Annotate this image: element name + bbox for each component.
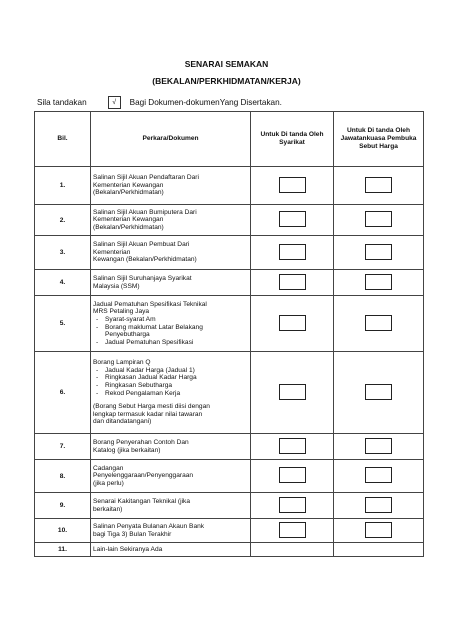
cell-company <box>251 236 334 270</box>
checkbox-committee[interactable] <box>365 315 392 331</box>
row-number: 7. <box>35 434 91 460</box>
header-committee: Untuk Di tanda Oleh Jawatankuasa Pembuka Sebut Harga <box>334 112 424 167</box>
cell-company <box>251 167 334 205</box>
document-line: Jadual Pematuhan Spesifikasi Teknikal <box>93 300 207 308</box>
table-row <box>35 543 424 557</box>
sub-list <box>93 316 248 346</box>
table-row <box>35 493 424 519</box>
checkbox-company[interactable] <box>279 177 306 193</box>
document-note-line: dan ditandatangani) <box>93 418 152 426</box>
cell-company <box>251 296 334 352</box>
row-number: 9. <box>35 493 91 519</box>
table-row <box>35 352 424 434</box>
document-line: Katalog (jika berkaitan) <box>93 446 161 454</box>
cell-committee <box>334 296 424 352</box>
row-number: 6. <box>35 352 91 434</box>
page-subtitle: (BEKALAN/PERKHIDMATAN/KERJA) <box>152 76 301 86</box>
cell-committee <box>334 493 424 519</box>
row-document <box>91 352 251 434</box>
document-line: Kementerian Kewangan <box>93 181 164 189</box>
checkbox-company[interactable] <box>279 497 306 513</box>
checkbox-company[interactable] <box>279 384 306 400</box>
document-line: Salinan Sijil Suruhanjaya Syarikat <box>93 274 192 282</box>
sub-list-item: - Jadual Pematuhan Spesifikasi <box>93 339 248 347</box>
document-line: (Bekalan/Perkhidmatan) <box>93 223 164 231</box>
checkbox-committee[interactable] <box>365 384 392 400</box>
document-line: Penyelenggaraan/Penyenggaraan <box>93 472 194 480</box>
cell-company <box>251 493 334 519</box>
table-row <box>35 434 424 460</box>
document-line: MRS Petaling Jaya <box>93 308 150 316</box>
checkbox-company[interactable] <box>279 211 306 227</box>
header-company: Untuk Di tanda Oleh Syarikat <box>251 112 334 167</box>
document-line: Salinan Penyata Bulanan Akaun Bank <box>93 522 205 530</box>
tick-mark-icon: √ <box>108 96 121 109</box>
cell-company <box>251 434 334 460</box>
header-item: Perkara/Dokumen <box>91 112 251 167</box>
table-row <box>35 270 424 296</box>
table-row <box>35 205 424 236</box>
checkbox-committee[interactable] <box>365 522 392 538</box>
cell-company <box>251 519 334 543</box>
table-row <box>35 167 424 205</box>
table-header-row <box>35 112 424 167</box>
checkbox-committee[interactable] <box>365 211 392 227</box>
document-line: (jika perlu) <box>93 479 124 487</box>
row-number: 5. <box>35 296 91 352</box>
cell-committee <box>334 167 424 205</box>
checkbox-committee[interactable] <box>365 467 392 483</box>
document-line: Kementerian <box>93 248 131 256</box>
row-document <box>91 296 251 352</box>
page-title: SENARAI SEMAKAN <box>184 59 269 69</box>
instruction-suffix: Bagi Dokumen-dokumenYang Disertakan. <box>129 98 282 107</box>
document-line: Salinan Sijil Akuan Bumiputera Dari <box>93 208 197 216</box>
sub-list-item: - Ringkasan Sebutharga <box>93 382 248 390</box>
cell-company <box>251 352 334 434</box>
sub-list-item: - Jadual Kadar Harga (Jadual 1) <box>93 367 248 375</box>
document-line: Salinan Sijil Akuan Pendaftaran Dari <box>93 174 199 182</box>
cell-committee <box>334 543 424 557</box>
row-document <box>91 270 251 296</box>
row-number: 1. <box>35 167 91 205</box>
document-line: berkaitan) <box>93 505 123 513</box>
sub-list-item: - Syarat-syarat Am <box>93 316 248 324</box>
instruction-line <box>37 96 282 109</box>
sub-list-item: - Ringkasan Jadual Kadar Harga <box>93 374 248 382</box>
checkbox-company[interactable] <box>279 438 306 454</box>
document-line: Kementerian Kewangan <box>93 216 164 224</box>
checklist-body <box>35 167 424 557</box>
sub-list <box>93 367 248 397</box>
checklist-table <box>34 111 424 557</box>
cell-company <box>251 460 334 493</box>
checkbox-company[interactable] <box>279 274 306 290</box>
document-line: Lain-lain Sekiranya Ada <box>93 545 163 553</box>
row-document <box>91 236 251 270</box>
row-number: 4. <box>35 270 91 296</box>
row-number: 2. <box>35 205 91 236</box>
cell-committee <box>334 460 424 493</box>
header-no: Bil. <box>35 112 91 167</box>
checkbox-company[interactable] <box>279 244 306 260</box>
document-line: Borang Lampiran Q <box>93 359 151 367</box>
document-line: Salinan Sijil Akuan Pembuat Dari <box>93 241 190 249</box>
checkbox-committee[interactable] <box>365 244 392 260</box>
checkbox-committee[interactable] <box>365 497 392 513</box>
checkbox-committee[interactable] <box>365 274 392 290</box>
row-number: 8. <box>35 460 91 493</box>
document-line: Kewangan (Bekalan/Perkhidmatan) <box>93 256 197 264</box>
document-note-line: lengkap termasuk kadar nilai tawaran <box>93 410 203 418</box>
document-line: bagi Tiga 3) Bulan Terakhir <box>93 530 172 538</box>
cell-committee <box>334 434 424 460</box>
checkbox-company[interactable] <box>279 315 306 331</box>
row-document <box>91 493 251 519</box>
cell-company <box>251 543 334 557</box>
checkbox-committee[interactable] <box>365 438 392 454</box>
document-note-line: (Borang Sebut Harga mesti diisi dengan <box>93 403 210 411</box>
cell-committee <box>334 270 424 296</box>
row-document <box>91 167 251 205</box>
cell-committee <box>334 236 424 270</box>
document-line: Cadangan <box>93 464 124 472</box>
row-document <box>91 434 251 460</box>
document-line: (Bekalan/Perkhidmatan) <box>93 189 164 197</box>
row-number: 10. <box>35 519 91 543</box>
instruction-prefix: Sila tandakan <box>37 98 87 107</box>
row-document <box>91 460 251 493</box>
document-line: Malaysia (SSM) <box>93 282 140 290</box>
cell-committee <box>334 205 424 236</box>
cell-committee <box>334 519 424 543</box>
row-number: 11. <box>35 543 91 557</box>
table-row <box>35 236 424 270</box>
row-document <box>91 519 251 543</box>
sub-list-item: - Rekod Pengalaman Kerja <box>93 390 248 398</box>
table-row <box>35 519 424 543</box>
checkbox-company[interactable] <box>279 522 306 538</box>
row-number: 3. <box>35 236 91 270</box>
row-document <box>91 205 251 236</box>
cell-company <box>251 205 334 236</box>
cell-committee <box>334 352 424 434</box>
document-line: Senarai Kakitangan Teknikal (jika <box>93 497 191 505</box>
table-row <box>35 460 424 493</box>
document-line: Borang Penyerahan Contoh Dan <box>93 438 189 446</box>
checkbox-company[interactable] <box>279 467 306 483</box>
table-row <box>35 296 424 352</box>
row-document <box>91 543 251 557</box>
sub-list-item: - Borang maklumat Latar Belakang Penyebutharga <box>93 324 248 339</box>
checkbox-committee[interactable] <box>365 177 392 193</box>
cell-company <box>251 270 334 296</box>
